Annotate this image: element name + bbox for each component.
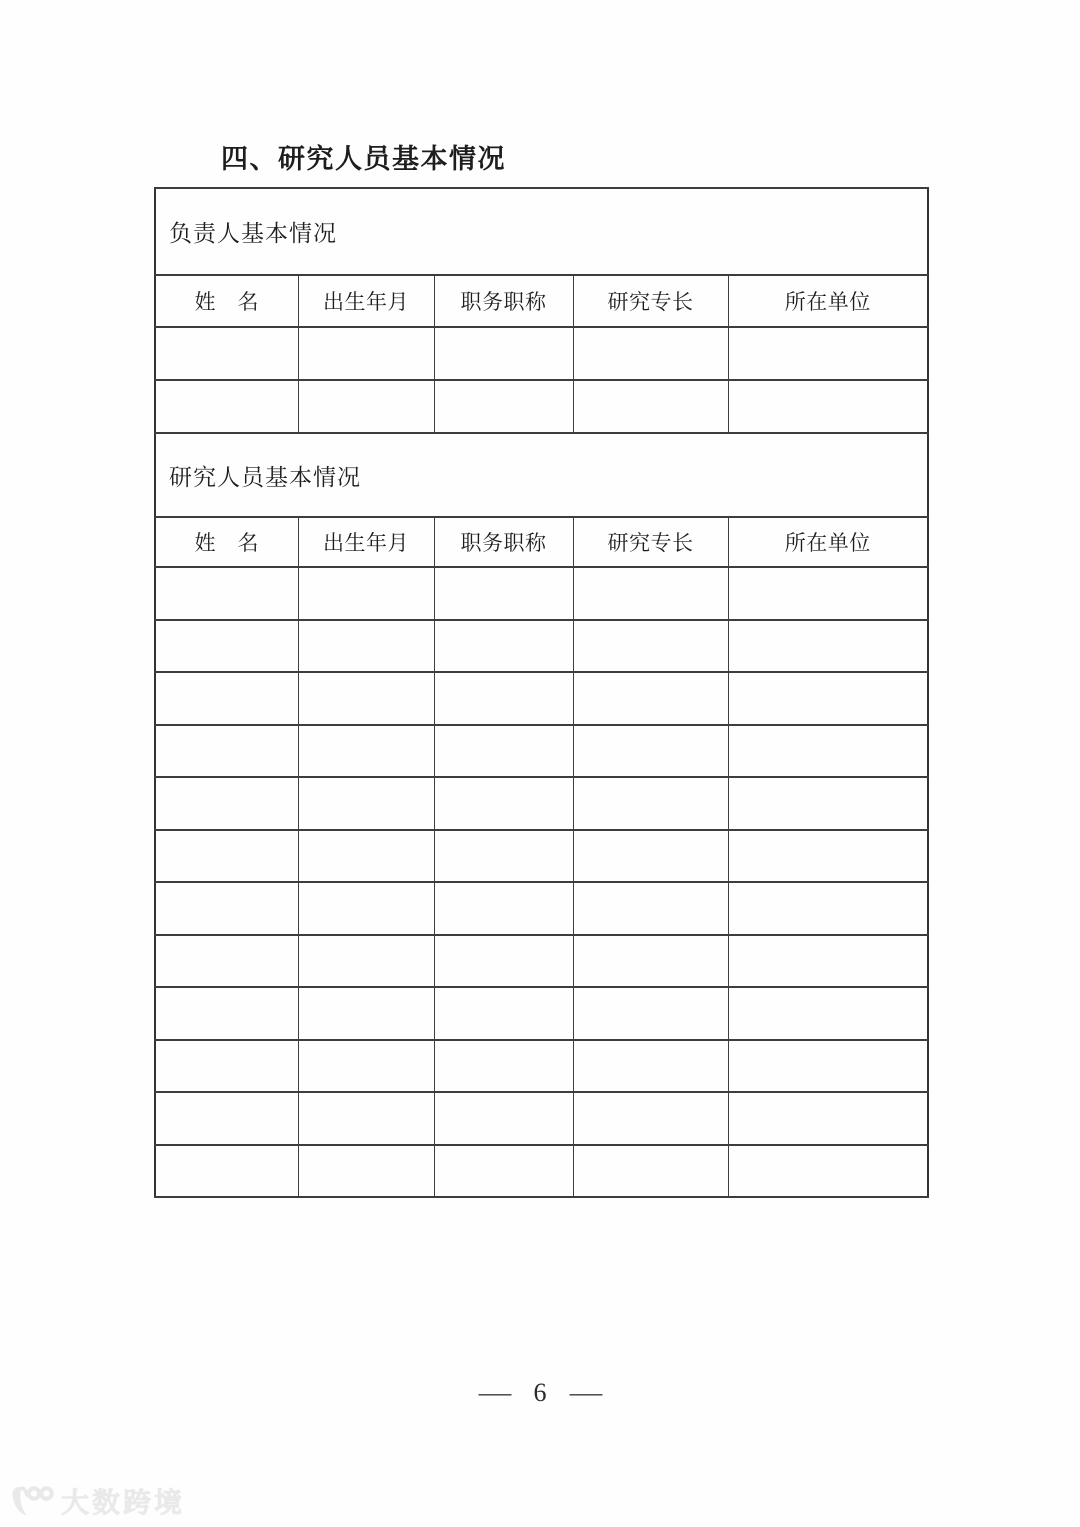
column-header: 出生年月 [298,275,434,327]
table-row [155,987,928,1040]
empty-cell [298,327,434,380]
empty-cell [434,987,573,1040]
empty-cell [155,987,298,1040]
empty-cell [298,620,434,673]
empty-cell [728,1092,928,1145]
personnel-table [154,187,929,1198]
empty-cell [434,567,573,620]
table-row [155,672,928,725]
section-title-row [155,188,928,275]
empty-cell [434,1092,573,1145]
column-header-row [155,275,928,327]
empty-cell [155,1092,298,1145]
empty-cell [155,1145,298,1198]
empty-cell [155,567,298,620]
empty-cell [434,672,573,725]
table-row [155,777,928,830]
empty-cell [155,882,298,935]
empty-cell [573,830,728,883]
empty-cell [298,567,434,620]
page-title: 四、研究人员基本情况 [221,144,506,174]
empty-cell [573,380,728,433]
section-title: 负责人基本情况 [155,188,928,275]
watermark-100-logo-icon [8,1481,54,1521]
empty-cell [573,1040,728,1093]
empty-cell [434,380,573,433]
column-header: 出生年月 [298,517,434,567]
page-number [0,1378,1080,1408]
empty-cell [728,380,928,433]
empty-cell [155,935,298,988]
empty-cell [573,725,728,778]
column-header: 姓 名 [155,275,298,327]
empty-cell [155,830,298,883]
empty-cell [573,777,728,830]
empty-cell [573,327,728,380]
empty-cell [573,935,728,988]
empty-cell [298,987,434,1040]
empty-cell [573,672,728,725]
empty-cell [155,380,298,433]
empty-cell [573,620,728,673]
empty-cell [728,725,928,778]
empty-cell [573,567,728,620]
empty-cell [155,725,298,778]
column-header-row [155,517,928,567]
column-header: 职务职称 [434,517,573,567]
page-number-value: 6 [533,1378,547,1407]
page-number-dash-right: — [569,1378,602,1407]
column-header: 职务职称 [434,275,573,327]
watermark-text: 大数跨境 [61,1487,186,1518]
column-header: 姓 名 [155,517,298,567]
empty-cell [728,1145,928,1198]
empty-cell [728,620,928,673]
table-row [155,1145,928,1198]
empty-cell [298,882,434,935]
empty-cell [155,620,298,673]
empty-cell [573,1092,728,1145]
empty-cell [728,327,928,380]
page-number-dash-left: — [478,1378,511,1407]
column-header: 研究专长 [573,275,728,327]
empty-cell [298,1092,434,1145]
empty-cell [434,777,573,830]
empty-cell [434,327,573,380]
section-title: 研究人员基本情况 [155,433,928,517]
empty-cell [298,830,434,883]
empty-cell [298,1145,434,1198]
empty-cell [298,725,434,778]
table-row [155,830,928,883]
empty-cell [155,672,298,725]
column-header: 所在单位 [728,517,928,567]
section-title-row [155,433,928,517]
empty-cell [155,327,298,380]
empty-cell [728,935,928,988]
empty-cell [155,777,298,830]
empty-cell [298,935,434,988]
table-row [155,567,928,620]
empty-cell [434,725,573,778]
empty-cell [298,380,434,433]
empty-cell [434,830,573,883]
table-row [155,327,928,380]
table-row [155,620,928,673]
empty-cell [434,620,573,673]
column-header: 研究专长 [573,517,728,567]
column-header: 所在单位 [728,275,928,327]
table-row [155,935,928,988]
empty-cell [434,882,573,935]
empty-cell [298,672,434,725]
table-row [155,1040,928,1093]
table-row [155,380,928,433]
empty-cell [298,777,434,830]
empty-cell [573,882,728,935]
table-row [155,882,928,935]
empty-cell [573,1145,728,1198]
table-row [155,1092,928,1145]
empty-cell [728,567,928,620]
table-row [155,725,928,778]
empty-cell [434,935,573,988]
empty-cell [573,987,728,1040]
empty-cell [434,1145,573,1198]
empty-cell [728,672,928,725]
empty-cell [728,987,928,1040]
empty-cell [728,882,928,935]
empty-cell [728,830,928,883]
empty-cell [155,1040,298,1093]
empty-cell [728,1040,928,1093]
empty-cell [434,1040,573,1093]
empty-cell [728,777,928,830]
empty-cell [298,1040,434,1093]
watermark [8,1481,185,1521]
